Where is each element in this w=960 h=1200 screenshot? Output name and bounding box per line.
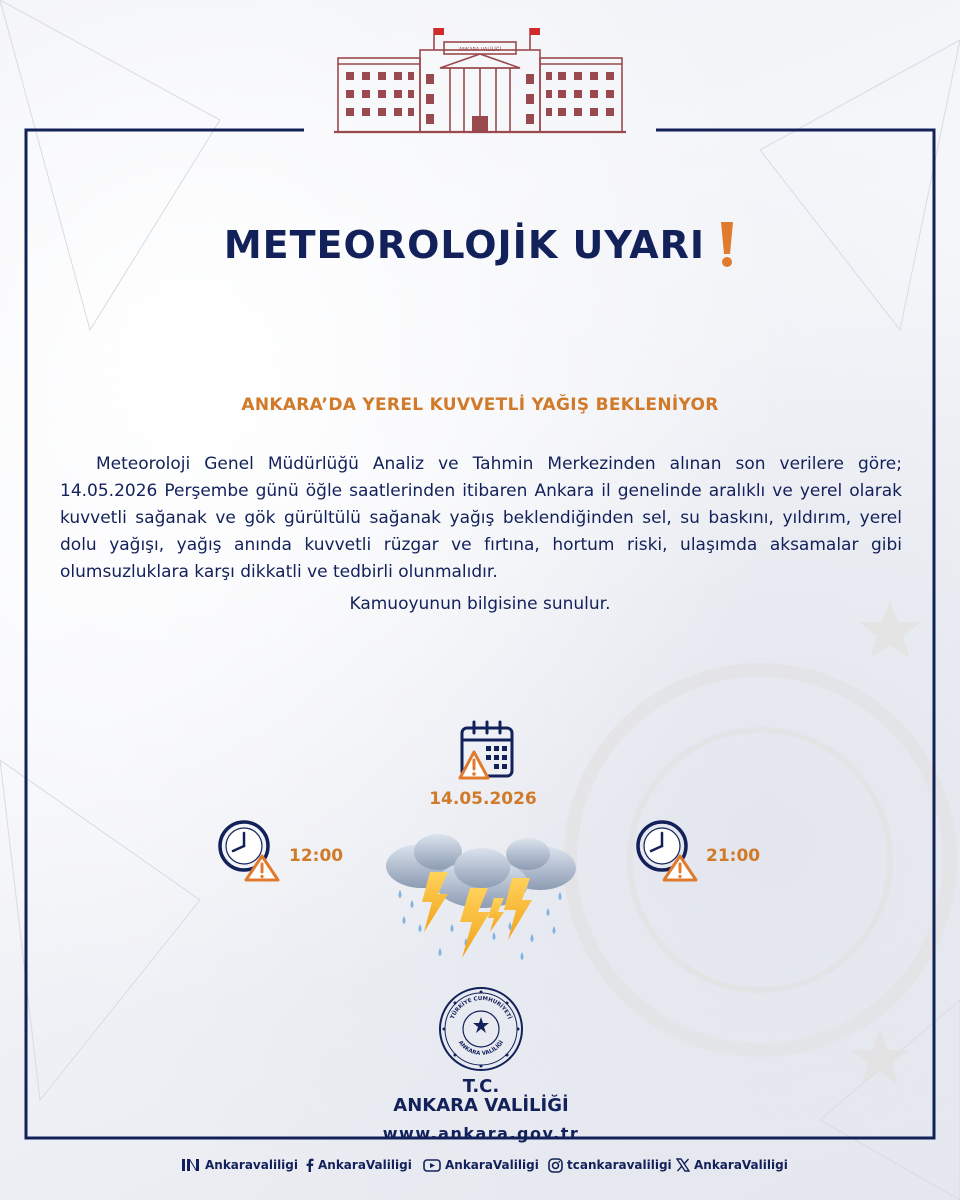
seal-top-text: TÜRKİYE CUMHURİYETİ [449,995,513,1021]
x-icon [676,1158,690,1172]
exclamation-icon [718,222,736,268]
building-sign: ANKARA VALİLİĞİ [458,47,502,53]
thunderstorm-icon [382,828,582,968]
org-line-2: ANKARA VALİLİĞİ [393,1095,569,1116]
clock-warning-icon [634,818,698,882]
svg-text:TÜRKİYE CUMHURİYETİ [450,996,513,1020]
social-handle: AnkaraValiligi [694,1158,788,1172]
website-link[interactable]: www.ankara.gov.tr [382,1124,580,1143]
page-title: METEOROLOJİK UYARI [223,223,706,267]
social-x[interactable] [676,1156,788,1174]
body-paragraph: Meteoroloji Genel Müdürlüğü Analiz ve Tahmin Merkezinden alınan son verilere göre; 14.05.2026 Perşembe günü öğle saatlerinden itibaren Ankara il genelinde aralıklı ve yerel olarak kuvvetli sağanak ve gök gürültülü sağanak yağış beklendiğinden sel, su baskını, yıldırım, yerel dolu yağışı, yağış anında kuvvetli rüzgar ve fırtına, hortum riski, ulaşımda aksamalar gibi olumsuzluklara karşı dikkatli ve tedbirli olunmalıdır. [60,454,902,582]
youtube-icon [423,1159,441,1172]
social-handle: AnkaraValiligi [445,1158,539,1172]
social-nsosyal[interactable] [181,1156,298,1174]
closing-text: Kamuoyunun bilgisine sunulur. [349,594,611,614]
clock-warning-icon [216,818,280,882]
social-handle: Ankaravaliligi [205,1158,298,1172]
government-building-icon [334,24,626,134]
end-time: 21:00 [706,846,761,866]
seal-bottom-text: ANKARA VALİLİĞİ [456,1039,506,1057]
social-handle: AnkaraValiligi [318,1158,412,1172]
turkiye-cumhuriyeti-seal-icon [438,986,524,1072]
social-facebook[interactable] [306,1156,412,1174]
start-time: 12:00 [289,846,344,866]
warning-date: 14.05.2026 [429,789,537,809]
svg-text:ANKARA VALİLİĞİ [457,1039,505,1057]
social-handle: tcankaravaliligi [567,1158,672,1172]
subtitle: ANKARA’DA YEREL KUVVETLİ YAĞIŞ BEKLENİYOR [241,395,719,415]
nsosyal-icon [181,1158,201,1172]
facebook-icon [306,1158,314,1172]
calendar-warning-icon [458,720,518,782]
social-youtube[interactable] [423,1156,539,1174]
org-line-1: T.C. [462,1076,500,1097]
instagram-icon [548,1158,563,1173]
social-instagram[interactable] [548,1156,672,1174]
title-row [0,222,960,268]
